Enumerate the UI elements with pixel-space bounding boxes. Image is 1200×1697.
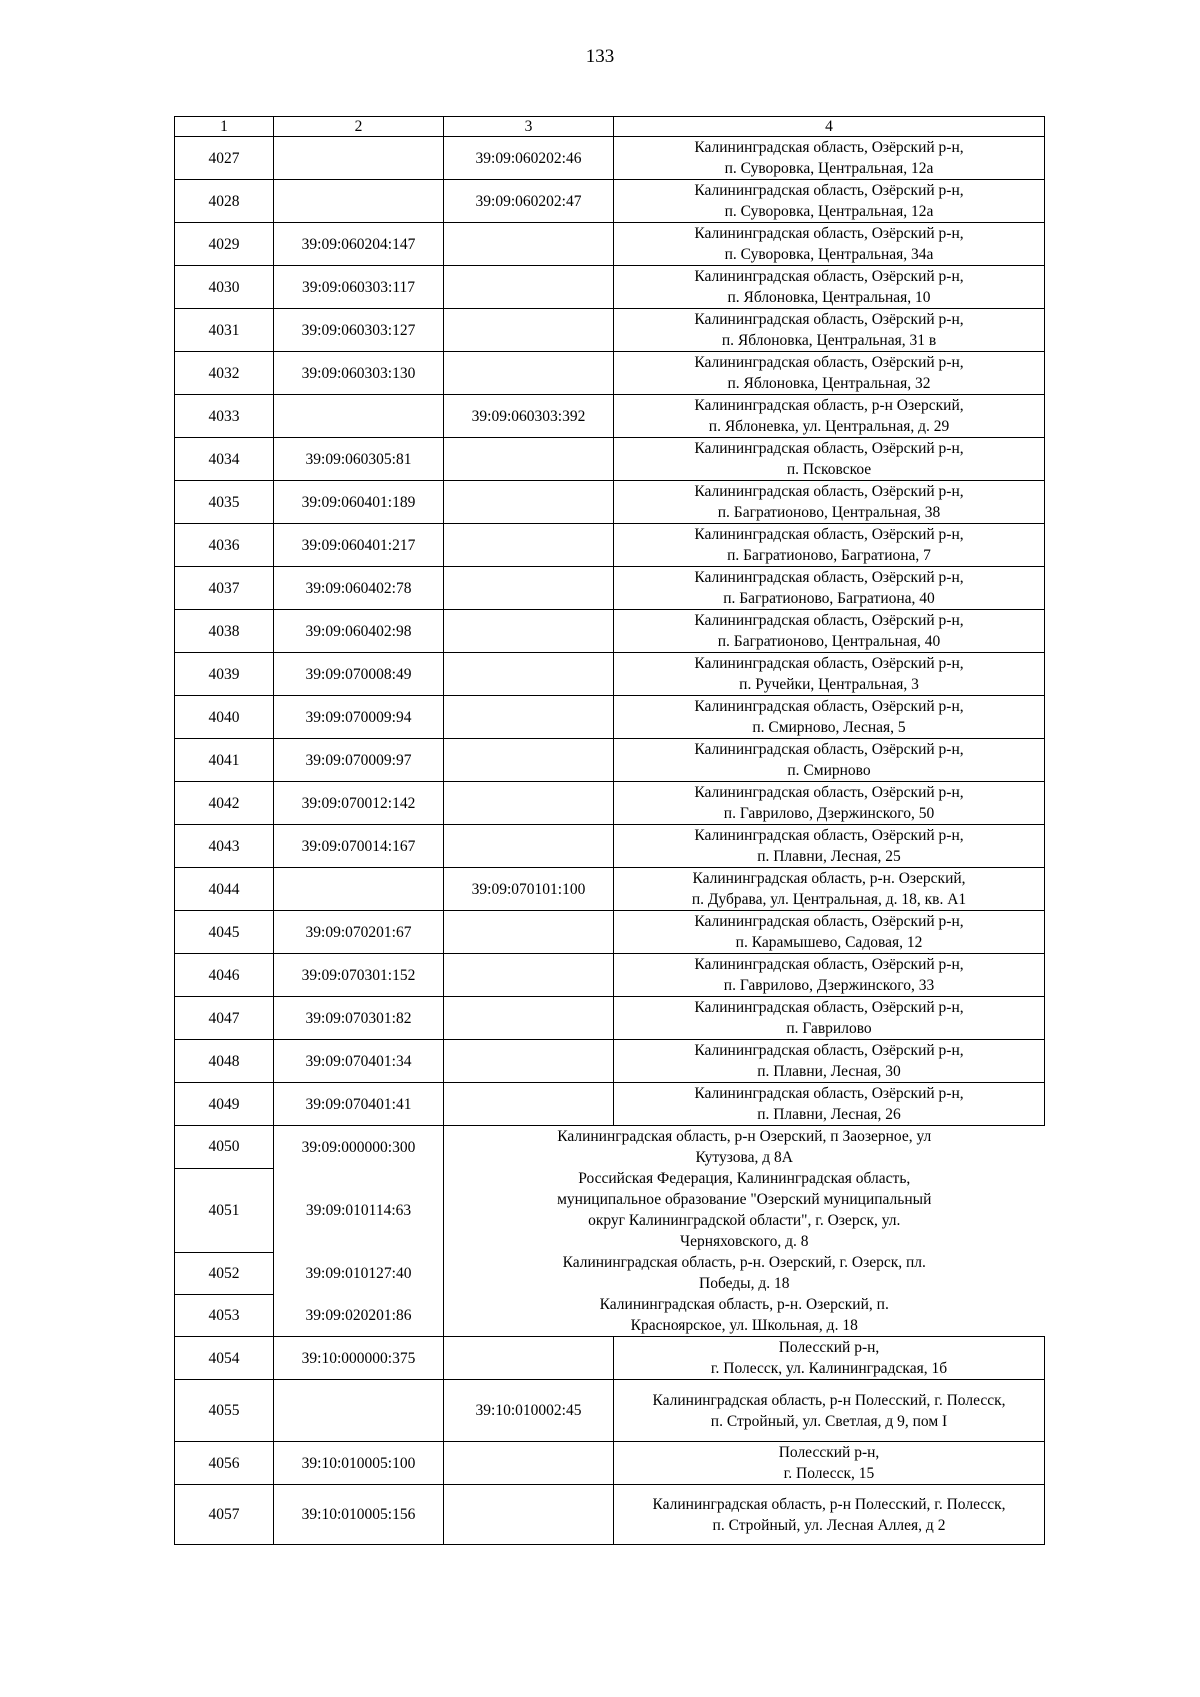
- address: Калининградская область, Озёрский р-н, п. Суворовка, Центральная, 34а: [614, 223, 1045, 266]
- cadastral-number-col2: 39:09:010127:40: [274, 1252, 444, 1294]
- table-row: [175, 911, 1045, 954]
- address: Калининградская область, Озёрский р-н, п. Багратионово, Центральная, 40: [614, 610, 1045, 653]
- cadastral-number-col3: [444, 524, 614, 567]
- table-row: [175, 137, 1045, 180]
- cadastral-number-col3: [444, 610, 614, 653]
- cadastral-number-col3: [444, 696, 614, 739]
- address: Калининградская область, Озёрский р-н, п. Гаврилово: [614, 997, 1045, 1040]
- row-number: 4034: [175, 438, 274, 481]
- row-number: 4055: [175, 1380, 274, 1442]
- table-row: [175, 395, 1045, 438]
- row-number: 4032: [175, 352, 274, 395]
- address: Полесский р-н, г. Полесск, 15: [614, 1442, 1045, 1485]
- row-number: 4057: [175, 1485, 274, 1545]
- table-row: [175, 1380, 1045, 1442]
- address: Полесский р-н, г. Полесск, ул. Калининградская, 1б: [614, 1337, 1045, 1380]
- row-number: 4030: [175, 266, 274, 309]
- table-row: [175, 868, 1045, 911]
- cadastral-number-col2: [274, 137, 444, 180]
- row-number: 4028: [175, 180, 274, 223]
- cadastral-number-col3: [444, 567, 614, 610]
- address: Калининградская область, р-н Озерский, п Заозерное, ул Кутузова, д 8А: [557, 1128, 932, 1166]
- table-row: [175, 1126, 1045, 1169]
- cadastral-number-col2: 39:09:060204:147: [274, 223, 444, 266]
- cadastral-number-col3: [444, 438, 614, 481]
- cadastral-number-col3: 39:09:060202:46: [444, 137, 614, 180]
- cadastral-number-col2: 39:09:060303:117: [274, 266, 444, 309]
- cadastral-number-col3: [444, 481, 614, 524]
- column-header: 3: [444, 117, 614, 137]
- address: Калининградская область, р-н. Озерский, п. Дубрава, ул. Центральная, д. 18, кв. А1: [614, 868, 1045, 911]
- cadastral-number-col2: 39:09:070301:152: [274, 954, 444, 997]
- cadastral-number-col2: 39:09:060305:81: [274, 438, 444, 481]
- cadastral-number-col3: [444, 911, 614, 954]
- address: Калининградская область, р-н Полесский, г. Полесск, п. Стройный, ул. Светлая, д 9, пом I: [614, 1380, 1045, 1442]
- address: Калининградская область, Озёрский р-н, п. Багратионово, Центральная, 38: [614, 481, 1045, 524]
- row-number: 4048: [175, 1040, 274, 1083]
- cadastral-number-col2: [274, 1380, 444, 1442]
- cadastral-number-col2: [274, 395, 444, 438]
- row-number: 4045: [175, 911, 274, 954]
- cadastral-number-col3: [444, 653, 614, 696]
- address: Калининградская область, р-н. Озерский, п. Красноярское, ул. Школьная, д. 18: [599, 1296, 889, 1334]
- address: Калининградская область, Озёрский р-н, п. Гаврилово, Дзержинского, 33: [614, 954, 1045, 997]
- address: Калининградская область, Озёрский р-н, п. Багратионово, Багратиона, 7: [614, 524, 1045, 567]
- row-number: 4050: [175, 1126, 274, 1169]
- table-row: [175, 696, 1045, 739]
- table-row: [175, 954, 1045, 997]
- row-number: 4046: [175, 954, 274, 997]
- table-row: [175, 997, 1045, 1040]
- table-row: [175, 524, 1045, 567]
- table-row: [175, 438, 1045, 481]
- cadastral-number-col3: 39:10:010002:45: [444, 1380, 614, 1442]
- table-row: [175, 739, 1045, 782]
- row-number: 4043: [175, 825, 274, 868]
- address: Калининградская область, р-н. Озерский, г. Озерск, пл. Победы, д. 18: [562, 1254, 926, 1292]
- row-number: 4031: [175, 309, 274, 352]
- table-row: [175, 266, 1045, 309]
- table-header-row: [175, 117, 1045, 137]
- table-row: [175, 481, 1045, 524]
- row-number: 4047: [175, 997, 274, 1040]
- row-number: 4035: [175, 481, 274, 524]
- table-row: [175, 352, 1045, 395]
- table-row: [175, 180, 1045, 223]
- cadastral-number-col3: [444, 1083, 614, 1126]
- row-number: 4044: [175, 868, 274, 911]
- table-row: [175, 1040, 1045, 1083]
- row-number: 4056: [175, 1442, 274, 1485]
- table-row: [175, 1485, 1045, 1545]
- row-number: 4036: [175, 524, 274, 567]
- cadastral-number-col3: 39:09:060202:47: [444, 180, 614, 223]
- cadastral-number-col3: [444, 309, 614, 352]
- address: Калининградская область, Озёрский р-н, п. Багратионово, Багратиона, 40: [614, 567, 1045, 610]
- row-number: 4049: [175, 1083, 274, 1126]
- cadastral-number-col2: 39:09:060401:217: [274, 524, 444, 567]
- row-number: 4052: [175, 1252, 274, 1294]
- cadastral-number-col2: 39:09:060303:130: [274, 352, 444, 395]
- address: Калининградская область, Озёрский р-н, п. Псковское: [614, 438, 1045, 481]
- cadastral-number-col2: 39:10:010005:156: [274, 1485, 444, 1545]
- address: Российская Федерация, Калининградская область, муниципальное образование "Озерский муниципальный округ Калининградской области", г. Озерск, ул. Черняховского, д. 8: [557, 1170, 932, 1250]
- cadastral-number-col2: 39:09:070014:167: [274, 825, 444, 868]
- address: Калининградская область, Озёрский р-н, п. Яблоновка, Центральная, 31 в: [614, 309, 1045, 352]
- table-row: [175, 1337, 1045, 1380]
- cadastral-number-col2: 39:09:060402:78: [274, 567, 444, 610]
- table-row: [175, 1168, 1045, 1252]
- address: Калининградская область, Озёрский р-н, п. Гаврилово, Дзержинского, 50: [614, 782, 1045, 825]
- cadastral-number-col3: [444, 1040, 614, 1083]
- table-row: [175, 309, 1045, 352]
- column-header: 1: [175, 117, 274, 137]
- cadastral-number-col2: 39:09:020201:86: [274, 1294, 444, 1337]
- column-header: 2: [274, 117, 444, 137]
- cadastral-number-col2: 39:10:010005:100: [274, 1442, 444, 1485]
- address: Калининградская область, Озёрский р-н, п. Яблоновка, Центральная, 32: [614, 352, 1045, 395]
- cadastral-number-col2: 39:09:060402:98: [274, 610, 444, 653]
- row-number: 4053: [175, 1294, 274, 1337]
- address: Калининградская область, Озёрский р-н, п. Смирново: [614, 739, 1045, 782]
- cadastral-number-col2: [274, 180, 444, 223]
- cadastral-number-col3: [444, 1442, 614, 1485]
- cadastral-number-col3: [444, 997, 614, 1040]
- cadastral-number-col2: 39:09:070009:97: [274, 739, 444, 782]
- table-row: [175, 782, 1045, 825]
- cadastral-number-col2: 39:09:070401:41: [274, 1083, 444, 1126]
- table-row: [175, 1294, 1045, 1337]
- cadastral-number-col2: 39:09:070301:82: [274, 997, 444, 1040]
- address: Калининградская область, Озёрский р-н, п. Карамышево, Садовая, 12: [614, 911, 1045, 954]
- registry-table: [174, 116, 1045, 1545]
- address: Калининградская область, Озёрский р-н, п. Плавни, Лесная, 30: [614, 1040, 1045, 1083]
- cadastral-number-col3: [444, 1337, 614, 1380]
- table-row: [175, 610, 1045, 653]
- cadastral-number-col3: [444, 1485, 614, 1545]
- cadastral-number-col2: 39:09:000000:300: [274, 1126, 444, 1169]
- address: Калининградская область, Озёрский р-н, п. Суворовка, Центральная, 12а: [614, 180, 1045, 223]
- cadastral-number-col3: [444, 954, 614, 997]
- row-number: 4033: [175, 395, 274, 438]
- address: Калининградская область, р-н Полесский, г. Полесск, п. Стройный, ул. Лесная Аллея, д 2: [614, 1485, 1045, 1545]
- row-number: 4037: [175, 567, 274, 610]
- cadastral-number-col2: 39:10:000000:375: [274, 1337, 444, 1380]
- cadastral-number-col2: 39:09:070012:142: [274, 782, 444, 825]
- row-number: 4051: [175, 1168, 274, 1252]
- table-row: [175, 1442, 1045, 1485]
- cadastral-number-col3: [444, 825, 614, 868]
- row-number: 4039: [175, 653, 274, 696]
- row-number: 4041: [175, 739, 274, 782]
- cadastral-number-col2: 39:09:010114:63: [274, 1168, 444, 1252]
- address: Калининградская область, Озёрский р-н, п. Плавни, Лесная, 25: [614, 825, 1045, 868]
- cadastral-number-col2: 39:09:070009:94: [274, 696, 444, 739]
- cadastral-number-col2: 39:09:060401:189: [274, 481, 444, 524]
- address: Калининградская область, р-н Озерский, п. Яблоневка, ул. Центральная, д. 29: [614, 395, 1045, 438]
- address: Калининградская область, Озёрский р-н, п. Смирново, Лесная, 5: [614, 696, 1045, 739]
- row-number: 4029: [175, 223, 274, 266]
- column-header: 4: [614, 117, 1045, 137]
- row-number: 4027: [175, 137, 274, 180]
- cadastral-number-col2: 39:09:070401:34: [274, 1040, 444, 1083]
- table-row: [175, 653, 1045, 696]
- cadastral-number-col2: [274, 868, 444, 911]
- table-row: [175, 825, 1045, 868]
- address: Калининградская область, Озёрский р-н, п. Яблоновка, Центральная, 10: [614, 266, 1045, 309]
- table-row: [175, 1083, 1045, 1126]
- address: Калининградская область, Озёрский р-н, п. Плавни, Лесная, 26: [614, 1083, 1045, 1126]
- cadastral-number-col3: 39:09:060303:392: [444, 395, 614, 438]
- cadastral-number-col2: 39:09:070008:49: [274, 653, 444, 696]
- table-row: [175, 1252, 1045, 1294]
- address: Калининградская область, Озёрский р-н, п. Ручейки, Центральная, 3: [614, 653, 1045, 696]
- address: Калининградская область, Озёрский р-н, п. Суворовка, Центральная, 12а: [614, 137, 1045, 180]
- table-row: [175, 567, 1045, 610]
- row-number: 4054: [175, 1337, 274, 1380]
- cadastral-number-col2: 39:09:060303:127: [274, 309, 444, 352]
- row-number: 4042: [175, 782, 274, 825]
- row-number: 4038: [175, 610, 274, 653]
- cadastral-number-col3: [444, 223, 614, 266]
- cadastral-number-col2: 39:09:070201:67: [274, 911, 444, 954]
- cadastral-number-col3: 39:09:070101:100: [444, 868, 614, 911]
- cadastral-number-col3: [444, 266, 614, 309]
- row-number: 4040: [175, 696, 274, 739]
- cadastral-number-col3: [444, 352, 614, 395]
- table-row: [175, 223, 1045, 266]
- cadastral-number-col3: [444, 739, 614, 782]
- cadastral-number-col3: [444, 782, 614, 825]
- page-number: 133: [585, 46, 615, 67]
